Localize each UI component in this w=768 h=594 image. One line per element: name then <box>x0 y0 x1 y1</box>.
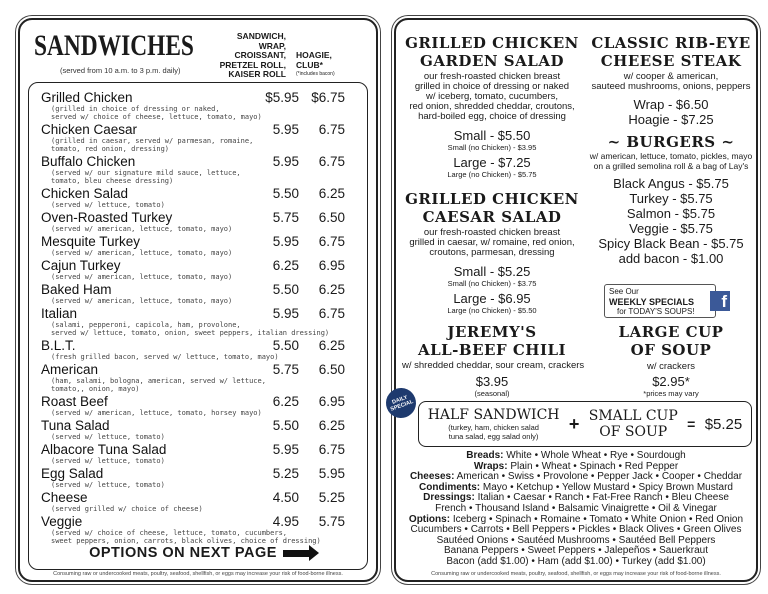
items-box <box>28 82 368 570</box>
item-desc: (ham, salami, bologna, american, served w/ lettuce, tomato,, onion, mayo) <box>51 377 266 393</box>
burger-item: Turkey - $5.75 <box>629 191 713 206</box>
caesar-desc: grilled in caesar, w/ romaine, red onion, <box>409 237 575 248</box>
item-name: B.L.T. <box>41 338 76 353</box>
item-name: Buffalo Chicken <box>41 154 136 169</box>
item-desc: (served w/ american, lettuce, tomato, mayo) <box>51 273 233 281</box>
option-line <box>398 557 754 568</box>
half-sandwich-label: HALF SANDWICH <box>427 407 560 423</box>
option-text: Plain • Wheat • Spinach • Red Pepper <box>510 460 679 472</box>
col1-header <box>200 32 286 80</box>
item-desc: (grilled in choice of dressing or naked, served w/ choice of cheese, lettuce, tomato, mayo) <box>51 105 262 121</box>
small-cup-label: OF SOUP <box>599 424 668 440</box>
item-desc: (served grilled w/ choice of cheese) <box>51 505 203 513</box>
price-hoagie: 6.95 <box>318 258 345 273</box>
options-next-page <box>29 545 369 561</box>
price-hoagie: 6.75 <box>318 154 345 169</box>
caesar-title-line: CAESAR SALAD <box>422 208 562 226</box>
item-desc: (served w/ lettuce, tomato) <box>51 201 165 209</box>
item-desc: (served w/ choice of cheese, lettuce, tomato, cucumbers, sweet peppers, onion, carrots, black olives, choice of dressing) <box>51 529 321 545</box>
burgers-title: ~ BURGERS ~ <box>607 133 735 151</box>
menu-item <box>41 307 361 337</box>
item-desc: (served w/ american, lettuce, tomato, mayo) <box>51 297 233 305</box>
price-hoagie: 6.75 <box>318 442 345 457</box>
chili-section <box>402 323 585 398</box>
small-cup-label: SMALL CUP <box>588 408 678 424</box>
menu-item <box>41 443 361 465</box>
caesar-desc: our fresh-roasted chicken breast <box>423 227 561 238</box>
soup-note: *prices may vary <box>643 389 699 398</box>
option-text: Sautéed Onions • Sautéed Mushrooms • Sautéed Bell Peppers <box>436 534 716 546</box>
steak-hoagie-price: Hoagie - $7.25 <box>628 112 714 127</box>
option-text: American • Swiss • Provolone • Pepper Jack • Cooper • Cheddar <box>456 471 743 483</box>
option-text: Italian • Caesar • Ranch • Fat-Free Ranch • Bleu Cheese <box>477 492 729 504</box>
steak-desc: sauteed mushrooms, onions, peppers <box>591 81 751 92</box>
price-sandwich: 5.50 <box>272 186 299 201</box>
caesar-large-price: Large - $6.95 <box>453 291 531 306</box>
soup-section <box>588 323 754 398</box>
menu-item <box>41 395 361 417</box>
steak-wrap-price: Wrap - $6.50 <box>633 97 709 112</box>
arrow-right-icon <box>283 550 309 557</box>
item-desc: (salami, pepperoni, capicola, ham, provolone, served w/ lettuce, tomato, onion, sweet peppers, italian dressing) <box>51 321 330 337</box>
burgers-desc: on a grilled semolina roll & a bag of Lay's <box>593 161 749 171</box>
col1-header-line: SANDWICH, <box>236 31 286 41</box>
burger-item: Veggie - $5.75 <box>629 221 713 236</box>
price-hoagie: 6.75 <box>318 306 345 321</box>
daily-special-badge: DAILY SPECIAL <box>382 384 420 422</box>
price-sandwich: 5.95 <box>272 154 299 169</box>
price-sandwich: 5.50 <box>272 418 299 433</box>
menu-item <box>41 91 361 121</box>
burgers-title-text: BURGERS <box>626 133 716 151</box>
burger-item: Spicy Black Bean - $5.75 <box>598 236 744 251</box>
price-sandwich: 5.25 <box>272 466 299 481</box>
soup-price: $2.95* <box>652 374 690 389</box>
steak-title-line: CHEESE STEAK <box>600 52 742 70</box>
item-name: Veggie <box>41 514 83 529</box>
soup-title-line: LARGE CUP <box>618 323 724 341</box>
weekly-specials-box[interactable] <box>604 284 716 318</box>
col2-header <box>296 51 335 80</box>
price-hoagie: 6.95 <box>318 394 345 409</box>
half-sandwich-combo <box>418 401 752 447</box>
caesar-title-line: GRILLED CHICKEN <box>405 190 579 208</box>
garden-desc: hard-boiled egg, choice of dressing <box>418 111 566 122</box>
facebook-icon[interactable]: f <box>710 291 730 311</box>
caesar-small-price: Small - $5.25 <box>453 264 531 279</box>
caesar-large-note: Large (no Chicken) - $5.50 <box>447 306 537 315</box>
menu-item <box>41 515 361 545</box>
garden-large-note: Large (no Chicken) - $5.75 <box>447 170 537 179</box>
half-note: (turkey, ham, chicken salad <box>448 423 539 432</box>
col2-header-line: HOAGIE, <box>296 50 332 60</box>
option-label: Breads: <box>466 450 504 461</box>
steak-desc: w/ cooper & american, <box>623 71 719 82</box>
garden-desc: grilled in choice of dressing or naked <box>414 81 570 92</box>
options-next-label: OPTIONS ON NEXT PAGE <box>89 545 277 561</box>
price-sandwich: 5.95 <box>272 122 299 137</box>
price-hoagie: 5.75 <box>318 514 345 529</box>
menu-item <box>41 187 361 209</box>
option-text: Bacon (add $1.00) • Ham (add $1.00) • Turkey (add $1.00) <box>446 555 706 567</box>
menu-item <box>41 363 361 393</box>
sandwiches-title: SANDWICHES <box>34 29 194 62</box>
item-name: Chicken Salad <box>41 186 129 201</box>
price-sandwich: 5.95 <box>272 306 299 321</box>
col2-note: (*includes bacon) <box>296 71 335 77</box>
soup-title-line: OF SOUP <box>630 341 712 359</box>
garden-desc: our fresh-roasted chicken breast <box>423 71 561 82</box>
garden-desc: red onion, shredded cheddar, croutons, <box>409 101 575 112</box>
price-hoagie: 6.25 <box>318 186 345 201</box>
item-desc: (served w/ lettuce, tomato) <box>51 433 165 441</box>
option-label: Wraps: <box>473 460 508 472</box>
chili-price: $3.95 <box>475 374 509 389</box>
menu-item <box>41 123 361 153</box>
price-sandwich: 6.25 <box>272 258 299 273</box>
sandwiches-menu-page <box>18 18 378 582</box>
price-sandwich: 5.95 <box>272 442 299 457</box>
equals-sign: = <box>687 416 696 432</box>
chili-title-line: ALL-BEEF CHILI <box>417 341 567 359</box>
option-text: Iceberg • Spinach • Romaine • Tomato • White Onion • Red Onion <box>452 513 744 525</box>
menu-item <box>41 283 361 305</box>
garden-large-price: Large - $7.25 <box>453 155 531 170</box>
menu-item <box>41 491 361 513</box>
garden-title-line: GRILLED CHICKEN <box>405 34 579 52</box>
serving-hours: (served from 10 a.m. to 3 p.m. daily) <box>60 66 181 75</box>
item-name: Italian <box>41 306 78 321</box>
combo-price: $5.25 <box>704 415 743 433</box>
burger-item: Black Angus - $5.75 <box>613 176 729 191</box>
col2-header-line: CLUB* <box>296 59 323 70</box>
price-sandwich: 6.25 <box>272 394 299 409</box>
option-text: French • Thousand Island • Balsamic Vinaigrette • Oil & Vinegar <box>435 502 717 514</box>
price-sandwich: 5.50 <box>272 338 299 353</box>
half-note: tuna salad, egg salad only) <box>448 432 539 441</box>
price-sandwich: 5.75 <box>272 362 299 377</box>
price-hoagie: 6.25 <box>318 338 345 353</box>
burger-item: Salmon - $5.75 <box>626 206 716 221</box>
caesar-salad-section <box>402 190 582 315</box>
garden-small-note: Small (no Chicken) - $3.95 <box>447 143 537 152</box>
price-hoagie: 6.25 <box>318 282 345 297</box>
col1-header-line: WRAP, <box>258 40 286 51</box>
garden-salad-section <box>402 34 582 179</box>
disclaimer: Consuming raw or undercooked meats, poultry, seafood, shellfish, or eggs may increase your risk of food-borne illness. <box>53 571 343 577</box>
caesar-desc: croutons, parmesan, dressing <box>429 247 555 258</box>
option-label: Dressings: <box>423 492 475 504</box>
price-hoagie: 6.75 <box>318 234 345 249</box>
item-desc: (fresh grilled bacon, served w/ lettuce, tomato, mayo) <box>51 353 279 361</box>
price-sandwich: 4.95 <box>272 514 299 529</box>
price-hoagie: $6.75 <box>311 90 345 105</box>
menu-item <box>41 259 361 281</box>
option-text: Banana Peppers • Sweet Peppers • Jalepeños • Sauerkraut <box>444 545 708 557</box>
specials-line: WEEKLY SPECIALS <box>609 297 695 307</box>
price-hoagie: 6.75 <box>318 122 345 137</box>
option-label: Condiments: <box>419 481 481 493</box>
item-desc: (served w/ lettuce, tomato) <box>51 481 165 489</box>
item-desc: (served w/ lettuce, tomato) <box>51 457 165 465</box>
item-name: Cheese <box>41 490 88 505</box>
item-desc: (served w/ american, lettuce, tomato, mayo) <box>51 225 233 233</box>
chili-title-line: JEREMY'S <box>447 323 537 341</box>
options-list <box>398 451 754 568</box>
item-name: Roast Beef <box>41 394 108 409</box>
price-hoagie: 6.50 <box>318 362 345 377</box>
item-desc: (grilled in caesar, served w/ parmesan, romaine, tomato, red onion, dressing) <box>51 137 254 153</box>
option-text: Mayo • Ketchup • Yellow Mustard • Spicy Brown Mustard <box>482 481 733 493</box>
cheesesteak-section <box>588 34 754 266</box>
price-sandwich: 5.75 <box>272 210 299 225</box>
menu-item <box>41 211 361 233</box>
col1-header-line: CROISSANT, <box>234 50 286 60</box>
item-name: Grilled Chicken <box>41 90 133 105</box>
steak-title-line: CLASSIC RIB-EYE <box>591 34 751 52</box>
col1-header-line: KAISER ROLL <box>228 69 286 79</box>
price-hoagie: 5.25 <box>318 490 345 505</box>
menu-item <box>41 235 361 257</box>
item-name: Albacore Tuna Salad <box>41 442 167 457</box>
menu-item <box>41 155 361 185</box>
item-name: American <box>41 362 99 377</box>
burger-item: add bacon - $1.00 <box>618 251 724 266</box>
item-name: Chicken Caesar <box>41 122 138 137</box>
chili-note: (seasonal) <box>474 389 510 398</box>
option-label: Cheeses: <box>409 471 455 483</box>
option-text: White • Whole Wheat • Rye • Sourdough <box>506 450 686 461</box>
item-name: Tuna Salad <box>41 418 110 433</box>
price-sandwich: $5.95 <box>265 90 299 105</box>
option-label: Options: <box>408 513 451 525</box>
price-hoagie: 6.25 <box>318 418 345 433</box>
col1-header-line: PRETZEL ROLL, <box>219 59 286 70</box>
sandwich-list <box>41 91 361 547</box>
item-name: Baked Ham <box>41 282 112 297</box>
item-desc: (served w/ american, lettuce, tomato, horsey mayo) <box>51 409 262 417</box>
item-desc: (served w/ american, lettuce, tomato, mayo) <box>51 249 233 257</box>
menu-item <box>41 339 361 361</box>
menu-item <box>41 419 361 441</box>
item-name: Egg Salad <box>41 466 104 481</box>
garden-small-price: Small - $5.50 <box>453 128 531 143</box>
item-name: Oven-Roasted Turkey <box>41 210 173 225</box>
item-name: Cajun Turkey <box>41 258 121 273</box>
caesar-small-note: Small (no Chicken) - $3.75 <box>447 279 537 288</box>
item-name: Mesquite Turkey <box>41 234 141 249</box>
menu-item <box>41 467 361 489</box>
burgers-desc: w/ american, lettuce, tomato, pickles, mayo <box>589 151 753 161</box>
price-sandwich: 4.50 <box>272 490 299 505</box>
garden-title-line: GARDEN SALAD <box>420 52 564 70</box>
item-desc: (served w/ our signature mild sauce, lettuce, tomato, bleu cheese dressing) <box>51 169 241 185</box>
garden-desc: w/ iceberg, tomato, cucumbers, <box>426 91 558 102</box>
salads-menu-page <box>389 18 758 582</box>
chili-desc: w/ shredded cheddar, sour cream, crackers <box>402 360 585 371</box>
option-text: Cucumbers • Carrots • Bell Peppers • Pickles • Black Olives • Green Olives <box>410 524 742 536</box>
disclaimer: Consuming raw or undercooked meats, poultry, seafood, shellfish, or eggs may increase your risk of food-borne illness. <box>431 571 721 577</box>
price-hoagie: 6.50 <box>318 210 345 225</box>
specials-line: See Our <box>609 287 639 296</box>
price-hoagie: 5.95 <box>318 466 345 481</box>
price-sandwich: 5.50 <box>272 282 299 297</box>
plus-sign: + <box>568 413 580 434</box>
price-sandwich: 5.95 <box>272 234 299 249</box>
specials-line: for TODAY'S SOUPS! <box>617 307 695 316</box>
soup-desc: w/ crackers <box>646 361 696 372</box>
